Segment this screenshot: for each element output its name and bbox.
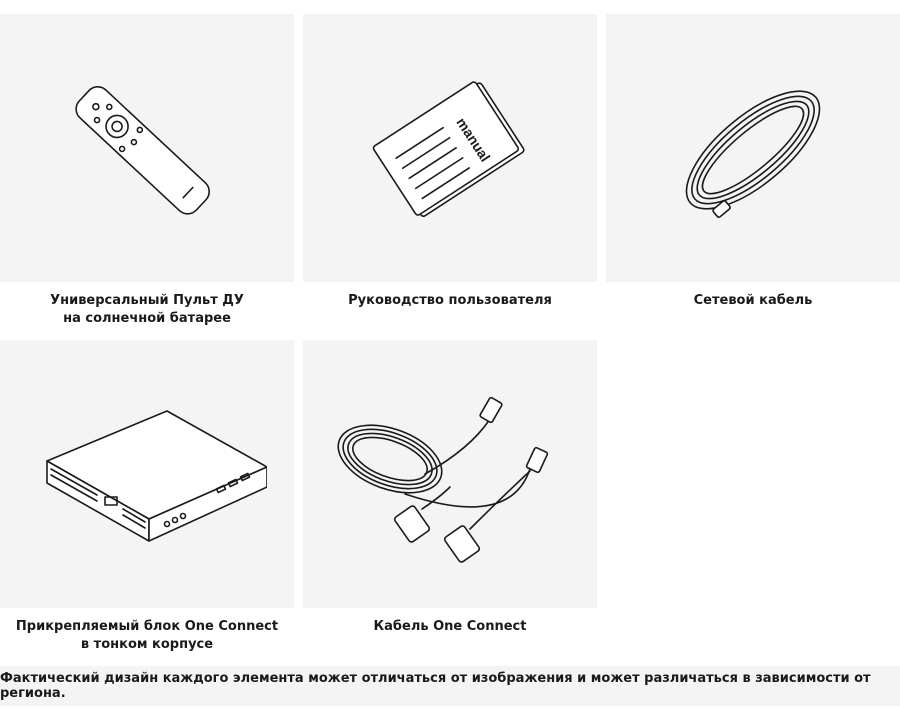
caption-line-1: Универсальный Пульт ДУ [50, 293, 244, 308]
power-cable-icon [653, 58, 853, 238]
item-card-one-connect-box [0, 340, 294, 608]
caption-line-2: на солнечной батарее [63, 311, 231, 326]
caption-line-1: Прикрепляемый блок One Connect [15, 619, 279, 634]
item-card-manual [303, 14, 597, 282]
item-caption-power-cable [606, 292, 900, 310]
item-card-one-connect-cable [303, 340, 597, 608]
item-caption-remote [0, 292, 294, 328]
manual-cover-text: manual [453, 114, 494, 165]
item-card-power-cable [606, 14, 900, 282]
item-caption-manual [303, 292, 597, 310]
one-connect-cable-icon [330, 379, 570, 569]
disclaimer-banner [0, 666, 900, 706]
one-connect-box-icon [27, 389, 267, 559]
remote-control-icon [47, 58, 247, 238]
manual-book-icon [350, 58, 550, 238]
caption-line-1: Кабель One Connect [373, 619, 527, 634]
caption-line-1: Сетевой кабель [693, 293, 813, 308]
caption-line-2: в тонком корпусе [80, 637, 214, 652]
item-caption-one-connect-box [0, 618, 294, 654]
disclaimer-text: Фактический дизайн каждого элемента может отличаться от изображения и может различаться в зависимости от региона. [0, 671, 871, 701]
item-caption-one-connect-cable [303, 618, 597, 636]
caption-line-1: Руководство пользователя [348, 293, 552, 308]
item-card-remote [0, 14, 294, 282]
